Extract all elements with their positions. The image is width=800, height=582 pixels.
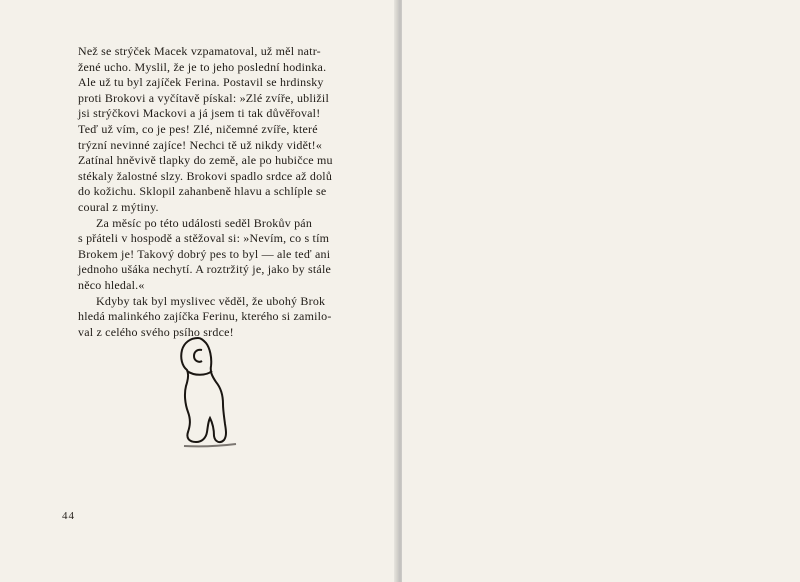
paragraph-2 bbox=[78, 216, 350, 294]
text-line: proti Brokovi a vyčítavě pískal: »Zlé zvíře, ubližil bbox=[78, 90, 330, 105]
paragraph-1 bbox=[78, 44, 350, 216]
page-number: 44 bbox=[62, 510, 75, 522]
dog-illustration-icon bbox=[150, 328, 260, 450]
text-line: něco hledal.« bbox=[78, 277, 145, 292]
text-line: do kožichu. Sklopil zahanbeně hlavu a schlíple se bbox=[78, 184, 327, 199]
left-page bbox=[0, 0, 398, 582]
left-page-text bbox=[78, 44, 350, 340]
text-line: Než se strýček Macek vzpamatoval, už měl natr- bbox=[78, 44, 321, 58]
text-line: trýzní nevinné zajíce! Nechci tě už nikdy vidět!« bbox=[78, 137, 323, 152]
text-line: Brokem je! Takový dobrý pes to byl — ale teď ani bbox=[78, 246, 331, 261]
text-line: s přáteli v hospodě a stěžoval si: »Nevím, co s tím bbox=[78, 231, 330, 246]
text-line: žené ucho. Myslil, že je to jeho poslední hodinka. bbox=[78, 59, 327, 74]
text-line: Ale už tu byl zajíček Ferina. Postavil se hrdinsky bbox=[78, 75, 324, 90]
right-page bbox=[402, 0, 800, 582]
text-line: Kdyby tak byl myslivec věděl, že ubohý Brok bbox=[96, 293, 326, 308]
text-line: Teď už vím, co je pes! Zlé, ničemné zvíře, které bbox=[78, 121, 318, 136]
text-line: coural z mýtiny. bbox=[78, 199, 159, 214]
text-line: Zatínal hněvivě tlapky do země, ale po hubičce mu bbox=[78, 153, 333, 168]
text-line: val z celého svého psího srdce! bbox=[78, 324, 234, 339]
text-line: jednoho ušáka nechytí. A roztržitý je, jako by stále bbox=[78, 262, 332, 277]
text-line: Za měsíc po této události seděl Brokův pán bbox=[96, 215, 313, 230]
text-line: jsi strýčkovi Mackovi a já jsem ti tak důvěřoval! bbox=[78, 106, 321, 121]
text-line: stékaly žalostné slzy. Brokovi spadlo srdce až dolů bbox=[78, 168, 333, 183]
text-line: hledá malinkého zajíčka Ferinu, kterého si zamilo- bbox=[78, 309, 332, 324]
